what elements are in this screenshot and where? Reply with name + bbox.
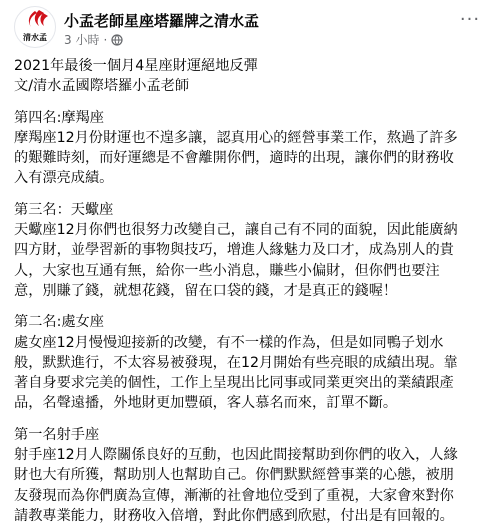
section-line: 四方財，並學習新的事物與技巧，增進人緣魅力及口才，成為別人的貴: [14, 242, 454, 259]
brand-logo-icon: [15, 7, 55, 47]
section-line: 般，默默進行，不太容易被發現，在12月開始有些亮眼的成績出現。靠: [14, 354, 458, 371]
more-options-button[interactable]: ···: [459, 9, 481, 30]
meta-separator: ·: [103, 32, 108, 47]
section-heading: 第四名:摩羯座: [14, 109, 104, 126]
post-header: [14, 6, 484, 50]
section-heading: 第二名:處女座: [14, 314, 104, 331]
section-line: 處女座12月慢慢迎接新的改變，有不一樣的作為，但是如同鴨子划水: [14, 334, 444, 351]
post-meta: [64, 31, 123, 48]
globe-icon[interactable]: [111, 34, 123, 46]
section-line: 友發現而為你們廣為宣傳，漸漸的社會地位受到了重視，大家會來對你: [14, 487, 454, 504]
section-line: 摩羯座12月份財運也不遑多讓，認真用心的經營事業工作，熬過了許多: [14, 129, 458, 146]
section-heading: 第三名：天蠍座: [14, 201, 114, 218]
section-line: 著自身要求完美的個性，工作上呈現出比同事或同業更突出的業績跟產: [14, 375, 454, 392]
section-heading: 第一名射手座: [14, 426, 100, 443]
section-line: 的艱難時刻，而好運總是不會離開你們，適時的出現，讓你們的財務收: [14, 150, 454, 167]
avatar-text: 清水孟: [23, 33, 47, 42]
section-line: 意，別賺了錢，就想花錢，留在口袋的錢，才是真正的錢喔！: [14, 282, 398, 299]
post-content: [14, 56, 480, 526]
post-time[interactable]: 3 小時: [64, 33, 100, 47]
post-byline: 文/清水孟國際塔羅小孟老師: [14, 78, 190, 95]
section-line: 品，名聲遠播，外地財更加豐碩，客人慕名而來，訂單不斷。: [14, 395, 398, 412]
section-line: 人，大家也互通有無，給你一些小消息，賺些小偏財，但你們也要注: [14, 262, 440, 279]
page-name[interactable]: 小孟老師星座塔羅牌之清水孟: [64, 12, 260, 30]
section-line: 天蠍座12月你們也很努力改變自己，讓自己有不同的面貌，因此能廣納: [14, 222, 458, 239]
section-line: 入有漂亮成績。: [14, 170, 114, 187]
avatar[interactable]: [14, 6, 56, 48]
post-title-line: 2021年最後一個月4星座財運絕地反彈: [14, 58, 258, 74]
section-line: 請教專業能力，財務收入倍增，對此你們感到欣慰，付出是有回報的。: [14, 507, 454, 524]
section-line: 射手座12月人際關係良好的互動，也因此間接幫助到你們的收入，人緣: [14, 447, 458, 464]
section-line: 財也大有所獲，幫助別人也幫助自己。你們默默經營事業的心態，被朋: [14, 467, 454, 484]
